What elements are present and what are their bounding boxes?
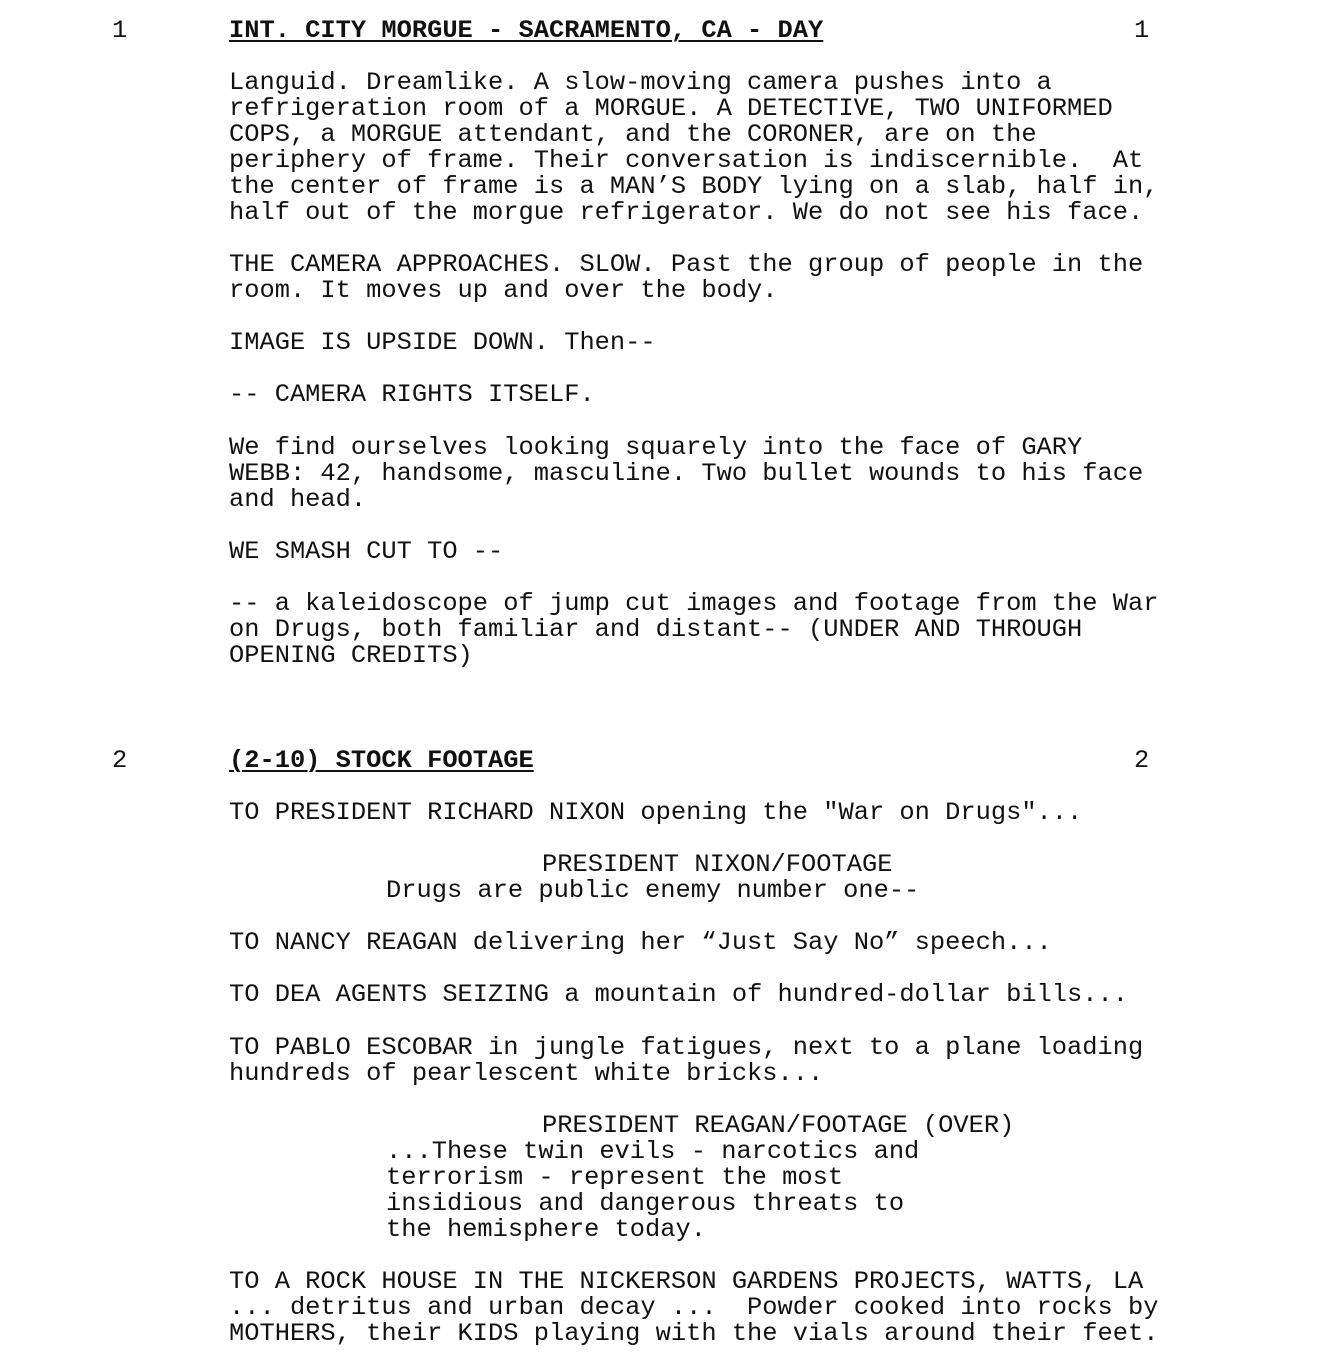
- action-line: TO PABLO ESCOBAR in jungle fatigues, next to a plane loading: [229, 1033, 1144, 1062]
- action-line: TO PRESIDENT RICHARD NIXON opening the "War on Drugs"...: [229, 798, 1083, 827]
- action-line: We find ourselves looking squarely into the face of GARY: [229, 433, 1083, 462]
- action-line: WEBB: 42, handsome, masculine. Two bullet wounds to his face: [229, 459, 1144, 488]
- dialogue-line: terrorism - represent the most: [386, 1163, 844, 1192]
- scene-heading: INT. CITY MORGUE - SACRAMENTO, CA - DAY: [229, 16, 824, 45]
- scene-number-left: 1: [112, 16, 128, 45]
- action-line: MOTHERS, their KIDS playing with the vials around their feet.: [229, 1319, 1159, 1348]
- character-name: PRESIDENT REAGAN/FOOTAGE (OVER): [542, 1111, 1015, 1140]
- action-line: Languid. Dreamlike. A slow-moving camera pushes into a: [229, 68, 1052, 97]
- action-line: the center of frame is a MAN’S BODY lying on a slab, half in,: [229, 172, 1159, 201]
- action-line: TO A ROCK HOUSE IN THE NICKERSON GARDENS PROJECTS, WATTS, LA: [229, 1267, 1144, 1296]
- action-line: on Drugs, both familiar and distant-- (UNDER AND THROUGH: [229, 615, 1083, 644]
- dialogue-line: Drugs are public enemy number one--: [386, 876, 920, 905]
- action-line: periphery of frame. Their conversation is indiscernible. At: [229, 146, 1144, 175]
- action-line: hundreds of pearlescent white bricks...: [229, 1059, 824, 1088]
- action-line: half out of the morgue refrigerator. We do not see his face.: [229, 198, 1144, 227]
- action-line: TO DEA AGENTS SEIZING a mountain of hundred-dollar bills...: [229, 980, 1128, 1009]
- action-line: ... detritus and urban decay ... Powder cooked into rocks by: [229, 1293, 1159, 1322]
- scene-number-right: 1: [1134, 16, 1150, 45]
- action-line: -- CAMERA RIGHTS ITSELF.: [229, 380, 595, 409]
- action-line: COPS, a MORGUE attendant, and the CORONER, are on the: [229, 120, 1037, 149]
- dialogue-line: the hemisphere today.: [386, 1215, 706, 1244]
- action-line: -- a kaleidoscope of jump cut images and footage from the War: [229, 589, 1159, 618]
- action-line: THE CAMERA APPROACHES. SLOW. Past the group of people in the: [229, 250, 1144, 279]
- action-line: room. It moves up and over the body.: [229, 276, 778, 305]
- action-line: OPENING CREDITS): [229, 641, 473, 670]
- scene-heading: (2-10) STOCK FOOTAGE: [229, 746, 534, 775]
- scene-number-right: 2: [1134, 746, 1150, 775]
- action-line: refrigeration room of a MORGUE. A DETECTIVE, TWO UNIFORMED: [229, 94, 1113, 123]
- action-line: IMAGE IS UPSIDE DOWN. Then--: [229, 328, 656, 357]
- dialogue-line: ...These twin evils - narcotics and: [386, 1137, 920, 1166]
- scene-number-left: 2: [112, 746, 128, 775]
- dialogue-line: insidious and dangerous threats to: [386, 1189, 905, 1218]
- character-name: PRESIDENT NIXON/FOOTAGE: [542, 850, 893, 879]
- transition-line: WE SMASH CUT TO --: [229, 537, 504, 566]
- action-line: and head.: [229, 485, 367, 514]
- action-line: TO NANCY REAGAN delivering her “Just Say No” speech...: [229, 928, 1052, 957]
